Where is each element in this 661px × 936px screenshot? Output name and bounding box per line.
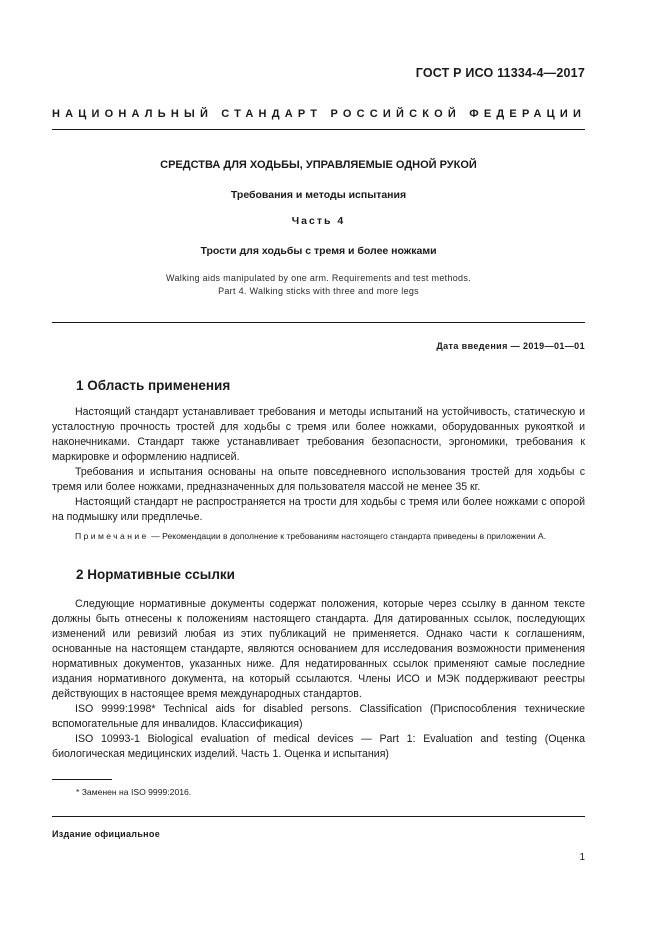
introduction-date: Дата введения — 2019—01—01 [436,341,585,351]
section2-heading: 2 Нормативные ссылки [76,567,235,582]
edition-label: Издание официальное [52,829,161,839]
footnote-rule [52,779,112,780]
english-title [52,272,585,298]
section1-paragraph: Настоящий стандарт не распространяется на трости для ходьбы с тремя или более ножками с опорой на подмышку или предплечье. [52,496,585,523]
part-label: Часть 4 [291,215,346,227]
english-title-line2: Part 4. Walking sticks with three and more legs [218,286,419,296]
section1-heading: 1 Область применения [76,378,231,393]
reference-item: ISO 9999:1998* Technical aids for disabled persons. Classification (Приспособления технические вспомогательные для инвалидов. Классификация) [52,703,585,730]
page-number: 1 [579,852,585,863]
section2-body [52,597,585,762]
title-rule [52,322,585,323]
footnote: * Заменен на ISO 9999:2016. [76,787,192,797]
section1-note [52,530,585,543]
section2-paragraph: Следующие нормативные документы содержат положения, которые через ссылку в данном тексте должны быть отнесены к положениям настоящего стандарта. Для датированных ссылок, последующих изменений или ревизий любая из этих публикаций не применяется. Однако части к соглашениям, основанные на настоящем стандарте, являются основанием для исследования возможности применения нормативных документов, указанных ниже. Для недатированных ссылок применяют самые последние издания нормативного документа, на который ссылаются. Члены ИСО и МЭК поддерживают реестры действующих в настоящее время международных стандартов. [52,598,585,700]
document-title: СРЕДСТВА ДЛЯ ХОДЬБЫ, УПРАВЛЯЕМЫЕ ОДНОЙ РУКОЙ [160,159,477,171]
footer-rule [52,816,585,817]
national-standard-banner: НАЦИОНАЛЬНЫЙ СТАНДАРТ РОССИЙСКОЙ ФЕДЕРАЦИИ [52,108,587,120]
section1-paragraph: Настоящий стандарт устанавливает требования и методы испытаний на устойчивость, статическую и усталостную прочность тростей для ходьбы с тремя или более ножками, оборудованных рукояткой и наконечниками. Стандарт также устанавливает требования безопасности, эргономики, требования к маркировке и оформлению надписей. [52,406,585,463]
section1-body [52,405,585,525]
part-title: Трости для ходьбы с тремя и более ножками [200,245,437,257]
standard-code: ГОСТ Р ИСО 11334-4—2017 [415,66,585,80]
english-title-line1: Walking aids manipulated by one arm. Requirements and test methods. [166,273,471,283]
header-rule [52,129,585,130]
note-label: Примечание [75,531,149,541]
reference-item: ISO 10993-1 Biological evaluation of medical devices — Part 1: Evaluation and testing (Оценка биологическая медицинских изделий. Часть 1. Оценка и испытания) [52,733,585,760]
note-text: — Рекомендации в дополнение к требованиям настоящего стандарта приведены в приложении А. [148,531,547,541]
section1-paragraph: Требования и испытания основаны на опыте повседневного использования тростей для ходьбы с тремя или более ножками, предназначенных для пользователя массой не менее 35 кг. [52,466,585,493]
document-subtitle: Требования и методы испытания [230,189,407,201]
